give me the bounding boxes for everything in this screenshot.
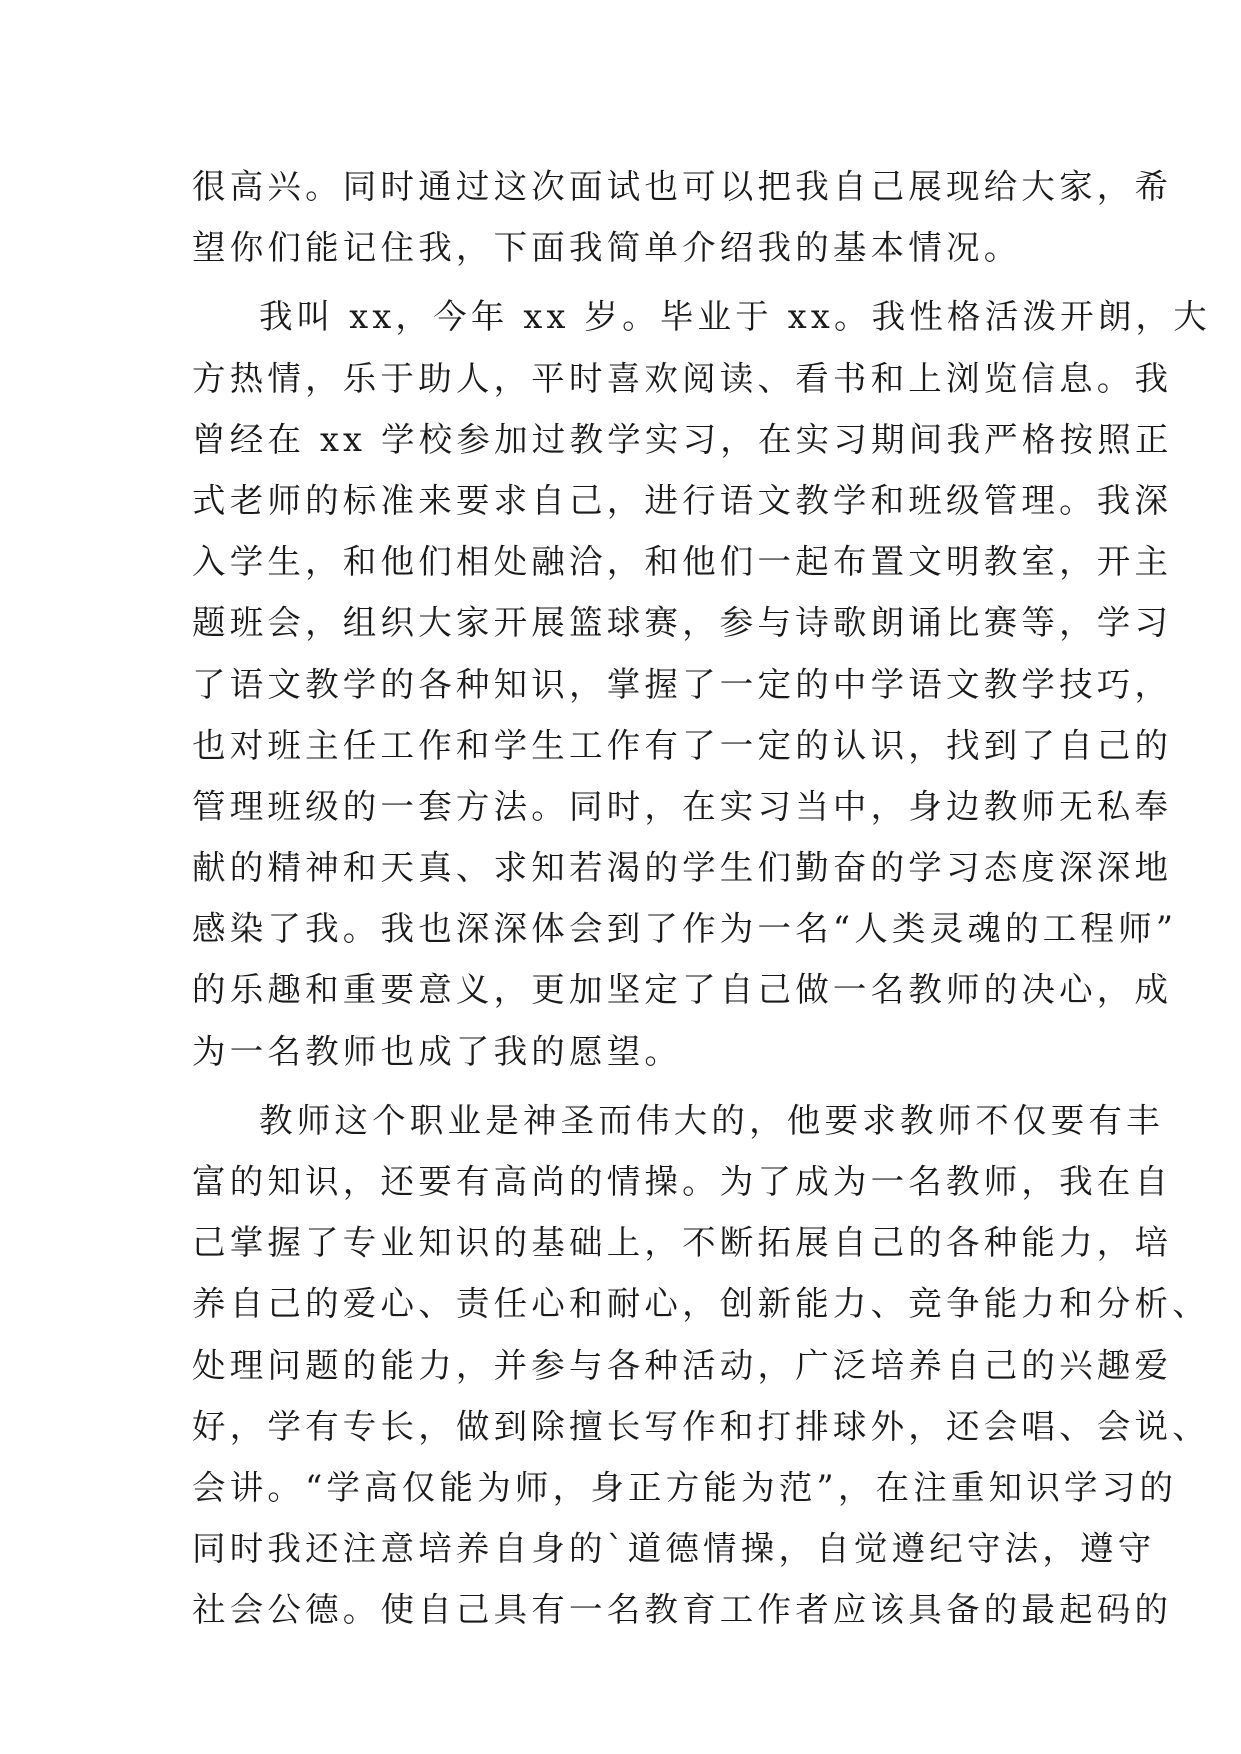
text-line: 式老师的标准来要求自己，进行语文教学和班级管理。我深 <box>192 480 1173 520</box>
text-line: 同时我还注意培养自身的`道德情操，自觉遵纪守法，遵守 <box>192 1529 1156 1569</box>
body-text <box>192 156 1211 1641</box>
text-line: 很高兴。同时通过这次面试也可以把我自己展现给大家，希 <box>192 167 1173 206</box>
text-line: 方热情，乐于助人，平时喜欢阅读、看书和上浏览信息。我 <box>192 358 1173 398</box>
text-line: 入学生，和他们相处融洽，和他们一起布置文明教室，开主 <box>192 542 1173 582</box>
text-line: 题班会，组织大家开展篮球赛，参与诗歌朗诵比赛等，学习 <box>192 603 1173 643</box>
text-line: 管理班级的一套方法。同时，在实习当中，身边教师无私奉 <box>192 786 1173 826</box>
text-line: 也对班主任工作和学生工作有了一定的认识，找到了自己的 <box>192 725 1173 765</box>
text-line: 处理问题的能力，并参与各种活动，广泛培养自己的兴趣爱 <box>192 1345 1173 1385</box>
text-line: 为一名教师也成了我的愿望。 <box>192 1031 683 1071</box>
text-line: 会讲。“学高仅能为师，身正方能为范”，在注重知识学习的 <box>192 1467 1178 1507</box>
text-line: 的乐趣和重要意义，更加坚定了自己做一名教师的决心，成 <box>192 970 1173 1010</box>
text-line: 养自己的爱心、责任心和耐心，创新能力、竞争能力和分析、 <box>192 1284 1210 1324</box>
text-line: 曾经在 xx 学校参加过教学实习，在实习期间我严格按照正 <box>192 419 1173 459</box>
text-line: 了语文教学的各种知识，掌握了一定的中学语文教学技巧， <box>192 664 1173 704</box>
paragraph-first-line: 教师这个职业是神圣而伟大的，他要求教师不仅要有丰 <box>259 1100 1164 1140</box>
text-line: 好，学有专长，做到除擅长写作和打排球外，还会唱、会说、 <box>192 1406 1210 1446</box>
text-line: 己掌握了专业知识的基础上，不断拓展自己的各种能力，培 <box>192 1223 1173 1263</box>
text-line: 富的知识，还要有高尚的情操。为了成为一名教师，我在自 <box>192 1162 1173 1201</box>
text-line: 献的精神和天真、求知若渴的学生们勤奋的学习态度深深地 <box>192 848 1173 888</box>
text-line: 望你们能记住我，下面我简单介绍我的基本情况。 <box>192 228 1022 268</box>
text-line: 感染了我。我也深深体会到了作为一名“人类灵魂的工程师” <box>192 909 1178 949</box>
text-line: 社会公德。使自己具有一名教育工作者应该具备的最起码的 <box>192 1590 1173 1630</box>
paragraph-first-line: 我叫 xx，今年 xx 岁。毕业于 xx。我性格活泼开朗，大 <box>259 297 1211 337</box>
